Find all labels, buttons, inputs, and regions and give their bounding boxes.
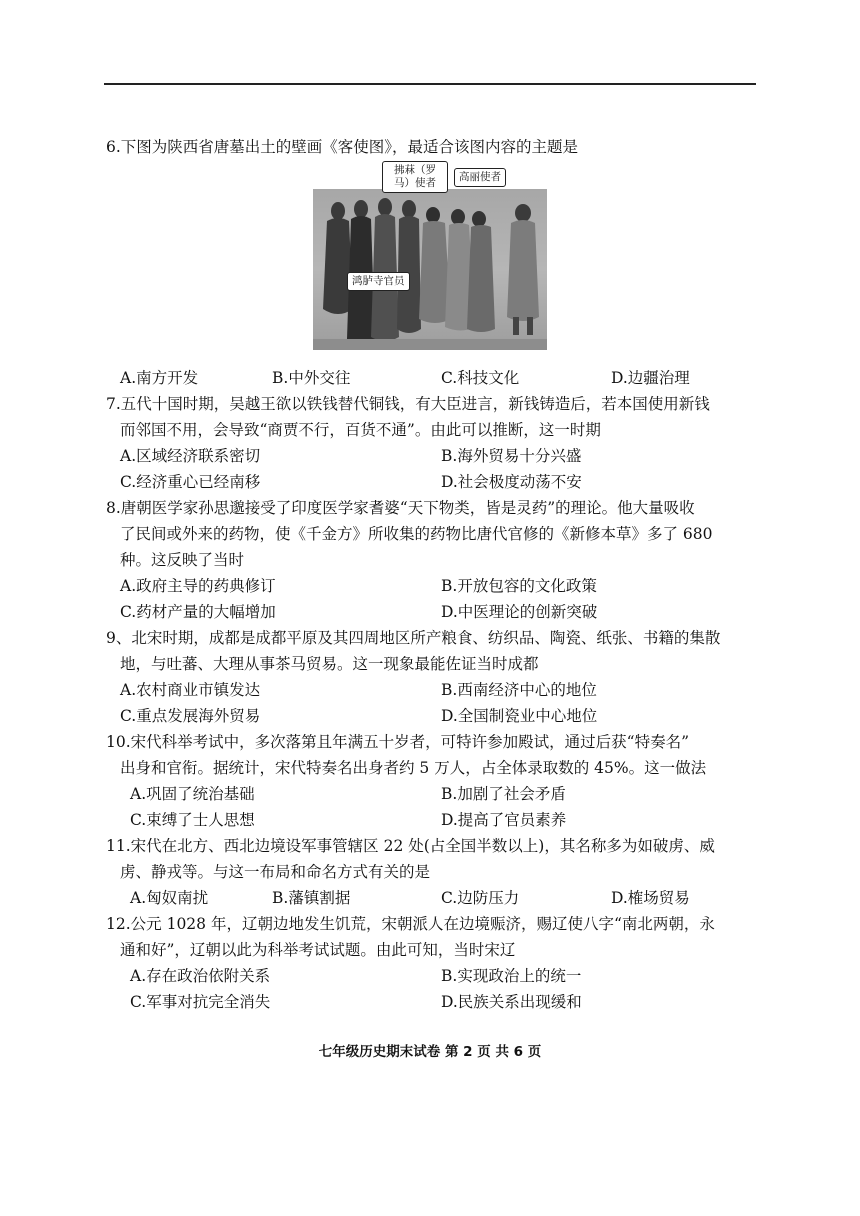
page-footer: 七年级历史期末试卷 第 2 页 共 6 页 xyxy=(318,1044,542,1060)
question-11-line: 虏、静戎等。与这一布局和命名方式有关的是 xyxy=(120,863,431,881)
q7-option-b[interactable]: B.海外贸易十分兴盛 xyxy=(441,447,582,465)
callout-rome-envoy: 拂菻（罗马）使者 xyxy=(382,161,448,193)
question-9-line: 9、北宋时期，成都是成都平原及其四周地区所产粮食、纺织品、陶瓷、纸张、书籍的集散 xyxy=(106,629,721,647)
question-12-stem xyxy=(106,911,758,963)
question-8-stem xyxy=(106,495,758,573)
question-12-line: 12.公元 1028 年，辽朝边地发生饥荒，宋朝派人在边境赈济，赐辽使八字“南北两朝，永 xyxy=(106,915,715,933)
q8-option-b[interactable]: B.开放包容的文化政策 xyxy=(441,577,597,595)
q12-option-a[interactable]: A.存在政治依附关系 xyxy=(130,967,271,985)
question-8-line: 8.唐朝医学家孙思邈接受了印度医学家耆婆“天下物类，皆是灵药”的理论。他大量吸收 xyxy=(106,499,695,517)
q11-option-a[interactable]: A.匈奴南扰 xyxy=(130,889,209,907)
q6-option-d[interactable]: D.边疆治理 xyxy=(611,369,690,387)
q8-option-d[interactable]: D.中医理论的创新突破 xyxy=(441,603,598,621)
question-7-line: 而邻国不用，会导致“商贾不行，百货不通”。由此可以推断，这一时期 xyxy=(120,421,601,439)
q6-option-c[interactable]: C.科技文化 xyxy=(441,369,520,387)
q10-option-d[interactable]: D.提高了官员素养 xyxy=(441,811,567,829)
question-11-line: 11.宋代在北方、西北边境设军事管辖区 22 处(占全国半数以上)，其名称多为如破虏、威 xyxy=(106,837,715,855)
question-8-line: 了民间或外来的药物，使《千金方》所收集的药物比唐代官修的《新修本草》多了 680 xyxy=(120,525,713,543)
q11-option-d[interactable]: D.榷场贸易 xyxy=(611,889,690,907)
q6-option-b[interactable]: B.中外交往 xyxy=(272,369,351,387)
q9-option-b[interactable]: B.西南经济中心的地位 xyxy=(441,681,597,699)
question-9-line: 地，与吐蕃、大理从事茶马贸易。这一现象最能佐证当时成都 xyxy=(120,655,539,673)
q10-option-c[interactable]: C.束缚了士人思想 xyxy=(130,811,255,829)
q9-option-c[interactable]: C.重点发展海外贸易 xyxy=(120,707,261,725)
question-9-stem xyxy=(106,625,758,677)
question-11-stem xyxy=(106,833,758,885)
callout-honglu-official: 鸿胪寺官员 xyxy=(347,272,410,291)
question-12-line: 通和好”，辽朝以此为科举考试试题。由此可知，当时宋辽 xyxy=(120,941,516,959)
question-10-stem xyxy=(106,729,758,781)
q9-option-a[interactable]: A.农村商业市镇发达 xyxy=(120,681,261,699)
q8-option-a[interactable]: A.政府主导的药典修订 xyxy=(120,577,276,595)
question-8-line: 种。这反映了当时 xyxy=(120,551,245,569)
callout-goryeo-envoy: 高丽使者 xyxy=(454,168,506,187)
header-rule xyxy=(104,83,756,85)
q12-option-c[interactable]: C.军事对抗完全消失 xyxy=(130,993,271,1011)
q8-option-c[interactable]: C.药材产量的大幅增加 xyxy=(120,603,276,621)
q11-option-c[interactable]: C.边防压力 xyxy=(441,889,520,907)
question-10-line: 出身和官衔。据统计，宋代特奏名出身者约 5 万人，占全体录取数的 45%。这一做法 xyxy=(120,759,707,777)
mural-figure xyxy=(313,164,547,350)
q7-option-d[interactable]: D.社会极度动荡不安 xyxy=(441,473,582,491)
q11-option-b[interactable]: B.藩镇割据 xyxy=(272,889,351,907)
question-7-line: 7.五代十国时期，吴越王欲以铁钱替代铜钱，有大臣进言，新钱铸造后，若本国使用新钱 xyxy=(106,395,710,413)
q7-option-c[interactable]: C.经济重心已经南移 xyxy=(120,473,261,491)
q12-option-d[interactable]: D.民族关系出现缓和 xyxy=(441,993,582,1011)
q7-option-a[interactable]: A.区域经济联系密切 xyxy=(120,447,261,465)
q10-option-b[interactable]: B.加剧了社会矛盾 xyxy=(441,785,566,803)
mural-painting-image xyxy=(313,189,547,350)
question-10-line: 10.宋代科举考试中，多次落第且年满五十岁者，可特许参加殿试，通过后获“特奏名” xyxy=(106,733,690,751)
q9-option-d[interactable]: D.全国制瓷业中心地位 xyxy=(441,707,598,725)
q12-option-b[interactable]: B.实现政治上的统一 xyxy=(441,967,582,985)
q6-option-a[interactable]: A.南方开发 xyxy=(120,369,199,387)
question-7-stem xyxy=(106,391,758,443)
q10-option-a[interactable]: A.巩固了统治基础 xyxy=(130,785,255,803)
question-6-stem: 6.下图为陕西省唐墓出土的壁画《客使图》，最适合该图内容的主题是 xyxy=(106,138,579,156)
